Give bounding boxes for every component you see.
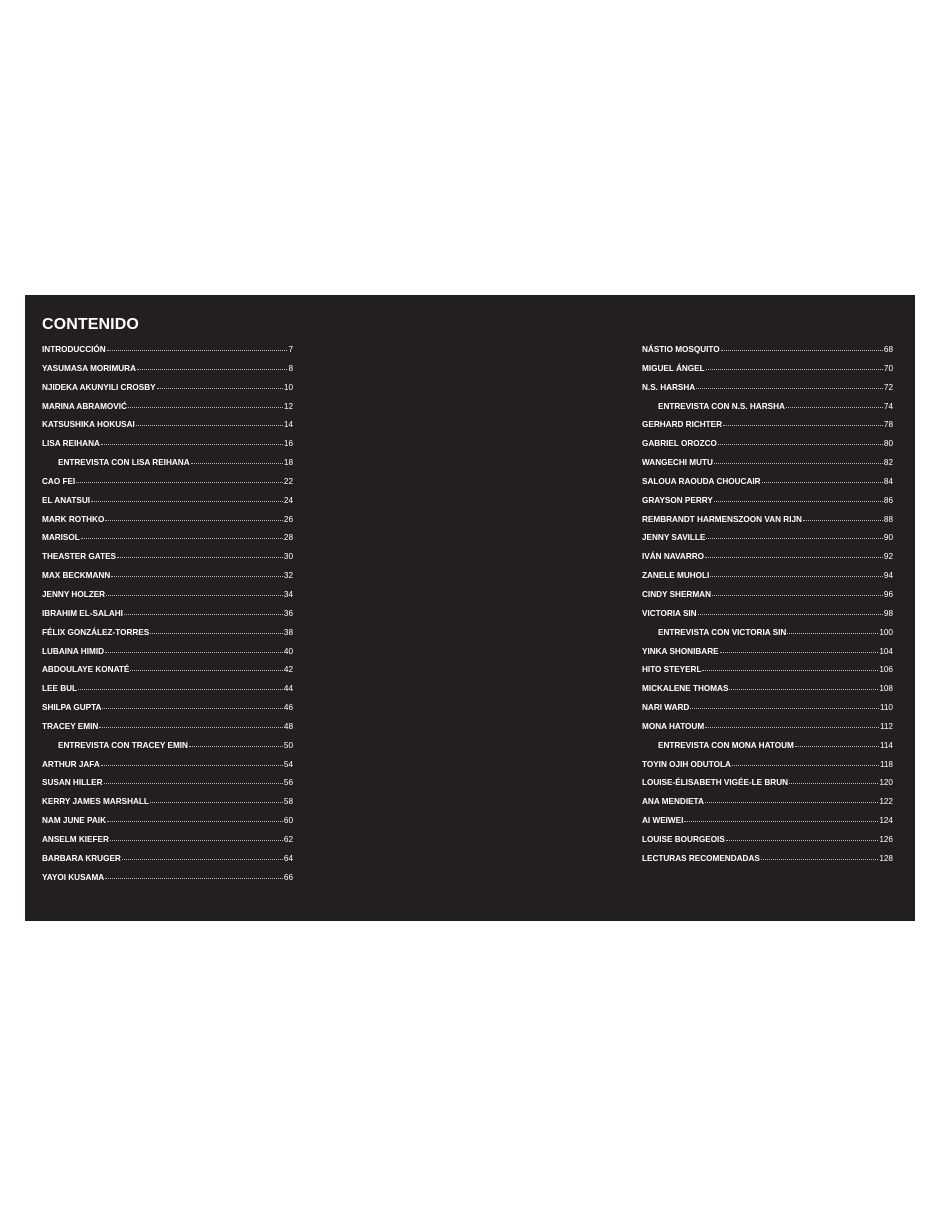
toc-page-number: 112 xyxy=(879,721,893,731)
dot-leader xyxy=(705,727,879,728)
dot-leader xyxy=(698,614,883,615)
dot-leader xyxy=(789,783,878,784)
toc-page-number: 18 xyxy=(283,458,293,468)
dot-leader xyxy=(702,670,878,671)
dot-leader xyxy=(124,614,283,615)
toc-page-number: 104 xyxy=(879,646,893,656)
toc-page-number: 36 xyxy=(283,608,293,618)
dot-leader xyxy=(787,633,878,634)
toc-entry xyxy=(42,364,293,383)
toc-entry-title: MIGUEL ÁNGEL xyxy=(642,363,705,373)
toc-entry xyxy=(42,703,293,722)
toc-page-number: 98 xyxy=(883,608,893,618)
toc-entry-title: MONA HATOUM xyxy=(642,721,705,731)
dot-leader xyxy=(78,689,283,690)
toc-entry-title: MAX BECKMANN xyxy=(42,571,111,581)
toc-subentry xyxy=(42,741,293,760)
toc-entry-title: NÁSTIO MOSQUITO xyxy=(642,345,720,354)
dot-leader xyxy=(101,444,283,445)
dot-leader xyxy=(107,350,288,351)
toc-entry-title: LUBAINA HIMID xyxy=(42,646,105,656)
toc-page-number: 40 xyxy=(283,646,293,656)
toc-entry xyxy=(642,458,893,477)
dot-leader xyxy=(191,463,283,464)
toc-entry xyxy=(642,722,893,741)
toc-entry-title: NARI WARD xyxy=(642,703,690,713)
toc-entry-title: MARK ROTHKO xyxy=(42,514,105,524)
toc-entry xyxy=(42,854,293,873)
toc-entry xyxy=(42,797,293,816)
toc-entry-title: ZANELE MUHOLI xyxy=(642,571,710,581)
toc-page-number: 118 xyxy=(879,759,893,769)
toc-page-number: 46 xyxy=(283,703,293,713)
dot-leader xyxy=(104,783,283,784)
toc-entry xyxy=(642,816,893,835)
toc-entry-title: BARBARA KRUGER xyxy=(42,853,121,863)
toc-entry-title: YAYOI KUSAMA xyxy=(42,872,105,882)
dot-leader xyxy=(99,727,283,728)
toc-entry xyxy=(642,515,893,534)
toc-entry xyxy=(642,854,893,873)
toc-entry-title: CAO FEI xyxy=(42,476,76,486)
toc-page-number: 8 xyxy=(288,363,293,373)
toc-entry-title: JENNY HOLZER xyxy=(42,589,106,599)
toc-entry-title: CINDY SHERMAN xyxy=(642,589,711,599)
toc-page-number: 94 xyxy=(883,571,893,581)
dot-leader xyxy=(706,538,882,539)
toc-page-number: 24 xyxy=(283,495,293,505)
toc-entry xyxy=(642,835,893,854)
toc-page-number: 14 xyxy=(283,420,293,430)
toc-entry xyxy=(42,684,293,703)
toc-page-number: 100 xyxy=(879,627,893,637)
toc-entry-title: ENTREVISTA CON N.S. HARSHA xyxy=(658,401,785,411)
toc-entry-title: NJIDEKA AKUNYILI CROSBY xyxy=(42,382,156,392)
toc-entry-title: TRACEY EMIN xyxy=(42,721,99,731)
toc-entry-title: WANGECHI MUTU xyxy=(642,458,713,468)
dot-leader xyxy=(128,407,283,408)
toc-entry-title: FÉLIX GONZÁLEZ-TORRES xyxy=(42,627,150,637)
dot-leader xyxy=(105,652,283,653)
toc-page-number: 12 xyxy=(283,401,293,411)
toc-entry-title: JENNY SAVILLE xyxy=(642,533,706,543)
toc-entry xyxy=(42,590,293,609)
toc-right-column xyxy=(642,345,893,873)
dot-leader xyxy=(721,350,883,351)
toc-entry xyxy=(42,835,293,854)
toc-page-number: 60 xyxy=(283,816,293,826)
toc-page-number: 122 xyxy=(879,797,893,807)
toc-page-number: 88 xyxy=(883,514,893,524)
toc-entry-title: LISA REIHANA xyxy=(42,439,100,449)
toc-page-number: 108 xyxy=(879,684,893,694)
toc-entry xyxy=(42,873,293,892)
dot-leader xyxy=(107,821,283,822)
book-spread xyxy=(25,295,915,921)
dot-leader xyxy=(91,501,283,502)
toc-page-number: 128 xyxy=(879,853,893,863)
dot-leader xyxy=(76,482,283,483)
dot-leader xyxy=(101,765,283,766)
toc-page-number: 90 xyxy=(883,533,893,543)
dot-leader xyxy=(761,859,879,860)
dot-leader xyxy=(795,746,879,747)
dot-leader xyxy=(81,538,283,539)
toc-entry xyxy=(642,345,893,364)
toc-page-number: 56 xyxy=(283,778,293,788)
toc-entry xyxy=(42,420,293,439)
toc-entry-title: SHILPA GUPTA xyxy=(42,703,102,713)
toc-page-number: 110 xyxy=(879,703,893,713)
toc-entry xyxy=(42,383,293,402)
toc-entry xyxy=(42,552,293,571)
toc-entry-title: HITO STEYERL xyxy=(642,665,702,675)
toc-entry xyxy=(642,590,893,609)
dot-leader xyxy=(710,576,883,577)
toc-entry xyxy=(642,703,893,722)
toc-page-number: 80 xyxy=(883,439,893,449)
toc-page-number: 42 xyxy=(283,665,293,675)
dot-leader xyxy=(762,482,883,483)
toc-entry-title: VICTORIA SIN xyxy=(642,608,697,618)
toc-page-number: 48 xyxy=(283,721,293,731)
dot-leader xyxy=(726,840,879,841)
toc-page-number: 106 xyxy=(879,665,893,675)
toc-page-number: 22 xyxy=(283,476,293,486)
toc-entry-title: TOYIN OJIH ODUTOLA xyxy=(642,759,731,769)
toc-page-number: 10 xyxy=(283,382,293,392)
toc-entry-title: N.S. HARSHA xyxy=(642,382,696,392)
toc-entry-title: ANSELM KIEFER xyxy=(42,834,109,844)
toc-page-number: 30 xyxy=(283,552,293,562)
dot-leader xyxy=(684,821,878,822)
toc-entry xyxy=(642,797,893,816)
toc-page-number: 28 xyxy=(283,533,293,543)
toc-entry-title: YINKA SHONIBARE xyxy=(642,646,719,656)
toc-entry xyxy=(42,345,293,364)
toc-page-number: 120 xyxy=(879,778,893,788)
toc-entry xyxy=(42,609,293,628)
toc-entry xyxy=(642,609,893,628)
toc-entry xyxy=(642,684,893,703)
toc-page-number: 68 xyxy=(883,345,893,354)
toc-page-number: 38 xyxy=(283,627,293,637)
dot-leader xyxy=(157,388,283,389)
toc-entry-title: IBRAHIM EL-SALAHI xyxy=(42,608,123,618)
toc-entry-title: NAM JUNE PAIK xyxy=(42,816,106,826)
dot-leader xyxy=(106,595,283,596)
toc-entry-title: GABRIEL OROZCO xyxy=(642,439,717,449)
dot-leader xyxy=(122,859,283,860)
toc-subentry xyxy=(642,741,893,760)
dot-leader xyxy=(137,369,287,370)
toc-entry xyxy=(642,439,893,458)
toc-entry-title: KERRY JAMES MARSHALL xyxy=(42,797,149,807)
toc-page-number: 44 xyxy=(283,684,293,694)
toc-entry-title: LEE BUL xyxy=(42,684,78,694)
toc-page-number: 7 xyxy=(288,345,293,354)
toc-page-number: 34 xyxy=(283,589,293,599)
toc-entry-title: GRAYSON PERRY xyxy=(642,495,713,505)
toc-entry-title: LECTURAS RECOMENDADAS xyxy=(642,853,760,863)
toc-page-number: 78 xyxy=(883,420,893,430)
dot-leader xyxy=(786,407,883,408)
dot-leader xyxy=(150,633,283,634)
toc-entry xyxy=(642,533,893,552)
toc-entry xyxy=(642,496,893,515)
toc-entry xyxy=(642,760,893,779)
dot-leader xyxy=(723,425,883,426)
toc-page-number: 96 xyxy=(883,589,893,599)
toc-page-number: 58 xyxy=(283,797,293,807)
toc-entry-title: ABDOULAYE KONATÉ xyxy=(42,665,130,675)
toc-entry xyxy=(642,364,893,383)
toc-page-number: 114 xyxy=(879,740,893,750)
toc-page-number: 82 xyxy=(883,458,893,468)
dot-leader xyxy=(706,369,883,370)
toc-entry-title: LOUISE-ÉLISABETH VIGÉE-LE BRUN xyxy=(642,778,789,788)
toc-entry-title: ENTREVISTA CON LISA REIHANA xyxy=(58,458,190,468)
toc-entry xyxy=(42,816,293,835)
toc-entry-title: ENTREVISTA CON VICTORIA SIN xyxy=(658,627,787,637)
dot-leader xyxy=(732,765,879,766)
toc-subentry xyxy=(642,402,893,421)
toc-entry xyxy=(42,496,293,515)
toc-entry-title: MARISOL xyxy=(42,533,80,543)
toc-entry-title: ENTREVISTA CON MONA HATOUM xyxy=(658,740,794,750)
dot-leader xyxy=(696,388,883,389)
toc-page-number: 16 xyxy=(283,439,293,449)
toc-page-number: 86 xyxy=(883,495,893,505)
toc-entry-title: GERHARD RICHTER xyxy=(642,420,723,430)
toc-page-number: 84 xyxy=(883,476,893,486)
toc-entry xyxy=(42,722,293,741)
dot-leader xyxy=(803,520,883,521)
toc-entry xyxy=(42,533,293,552)
toc-page-number: 50 xyxy=(283,740,293,750)
toc-entry-title: MICKALENE THOMAS xyxy=(642,684,729,694)
toc-page-number: 92 xyxy=(883,552,893,562)
toc-entry-title: SALOUA RAOUDA CHOUCAIR xyxy=(642,476,761,486)
toc-entry xyxy=(42,778,293,797)
toc-left-column xyxy=(42,345,293,891)
toc-page-number: 72 xyxy=(883,382,893,392)
dot-leader xyxy=(136,425,283,426)
toc-subentry xyxy=(42,458,293,477)
dot-leader xyxy=(130,670,283,671)
toc-page-number: 54 xyxy=(283,759,293,769)
toc-entry-title: MARINA ABRAMOVIĆ xyxy=(42,401,127,411)
toc-page-number: 74 xyxy=(883,401,893,411)
dot-leader xyxy=(690,708,879,709)
dot-leader xyxy=(714,463,883,464)
toc-entry xyxy=(42,402,293,421)
toc-page-number: 32 xyxy=(283,571,293,581)
toc-entry xyxy=(42,439,293,458)
dot-leader xyxy=(712,595,883,596)
toc-entry-title: KATSUSHIKA HOKUSAI xyxy=(42,420,135,430)
toc-page-number: 62 xyxy=(283,834,293,844)
toc-entry-title: ENTREVISTA CON TRACEY EMIN xyxy=(58,740,188,750)
toc-entry xyxy=(42,515,293,534)
dot-leader xyxy=(705,802,878,803)
dot-leader xyxy=(729,689,878,690)
toc-entry xyxy=(42,477,293,496)
dot-leader xyxy=(718,444,883,445)
toc-page-number: 26 xyxy=(283,514,293,524)
toc-entry xyxy=(642,571,893,590)
toc-entry xyxy=(42,628,293,647)
toc-entry-title: ARTHUR JAFA xyxy=(42,759,100,769)
dot-leader xyxy=(150,802,283,803)
toc-entry xyxy=(42,665,293,684)
dot-leader xyxy=(105,878,283,879)
toc-page-number: 126 xyxy=(879,834,893,844)
toc-entry xyxy=(642,477,893,496)
toc-entry-title: THEASTER GATES xyxy=(42,552,116,562)
toc-entry-title: LOUISE BOURGEOIS xyxy=(642,834,725,844)
toc-entry xyxy=(642,383,893,402)
toc-page-number: 66 xyxy=(283,872,293,882)
toc-entry xyxy=(642,778,893,797)
toc-entry xyxy=(642,552,893,571)
dot-leader xyxy=(117,557,283,558)
dot-leader xyxy=(189,746,283,747)
toc-entry-title: SUSAN HILLER xyxy=(42,778,103,788)
toc-entry xyxy=(642,665,893,684)
toc-entry xyxy=(642,647,893,666)
toc-entry xyxy=(42,760,293,779)
dot-leader xyxy=(720,652,879,653)
toc-entry-title: YASUMASA MORIMURA xyxy=(42,363,137,373)
toc-page-number: 64 xyxy=(283,853,293,863)
toc-entry xyxy=(42,571,293,590)
toc-entry-title: EL ANATSUI xyxy=(42,495,91,505)
toc-entry-title: IVÁN NAVARRO xyxy=(642,552,705,562)
toc-entry-title: INTRODUCCIÓN xyxy=(42,345,106,354)
dot-leader xyxy=(111,576,283,577)
toc-entry-title: REMBRANDT HARMENSZOON VAN RIJN xyxy=(642,514,802,524)
dot-leader xyxy=(714,501,883,502)
toc-entry-title: AI WEIWEI xyxy=(642,816,684,826)
toc-entry-title: ANA MENDIETA xyxy=(642,797,704,807)
dot-leader xyxy=(705,557,883,558)
page-title: CONTENIDO xyxy=(42,316,139,333)
dot-leader xyxy=(105,520,283,521)
dot-leader xyxy=(102,708,282,709)
dot-leader xyxy=(110,840,283,841)
toc-entry xyxy=(642,420,893,439)
toc-page-number: 124 xyxy=(879,816,893,826)
toc-page-number: 70 xyxy=(883,363,893,373)
toc-subentry xyxy=(642,628,893,647)
toc-entry xyxy=(42,647,293,666)
